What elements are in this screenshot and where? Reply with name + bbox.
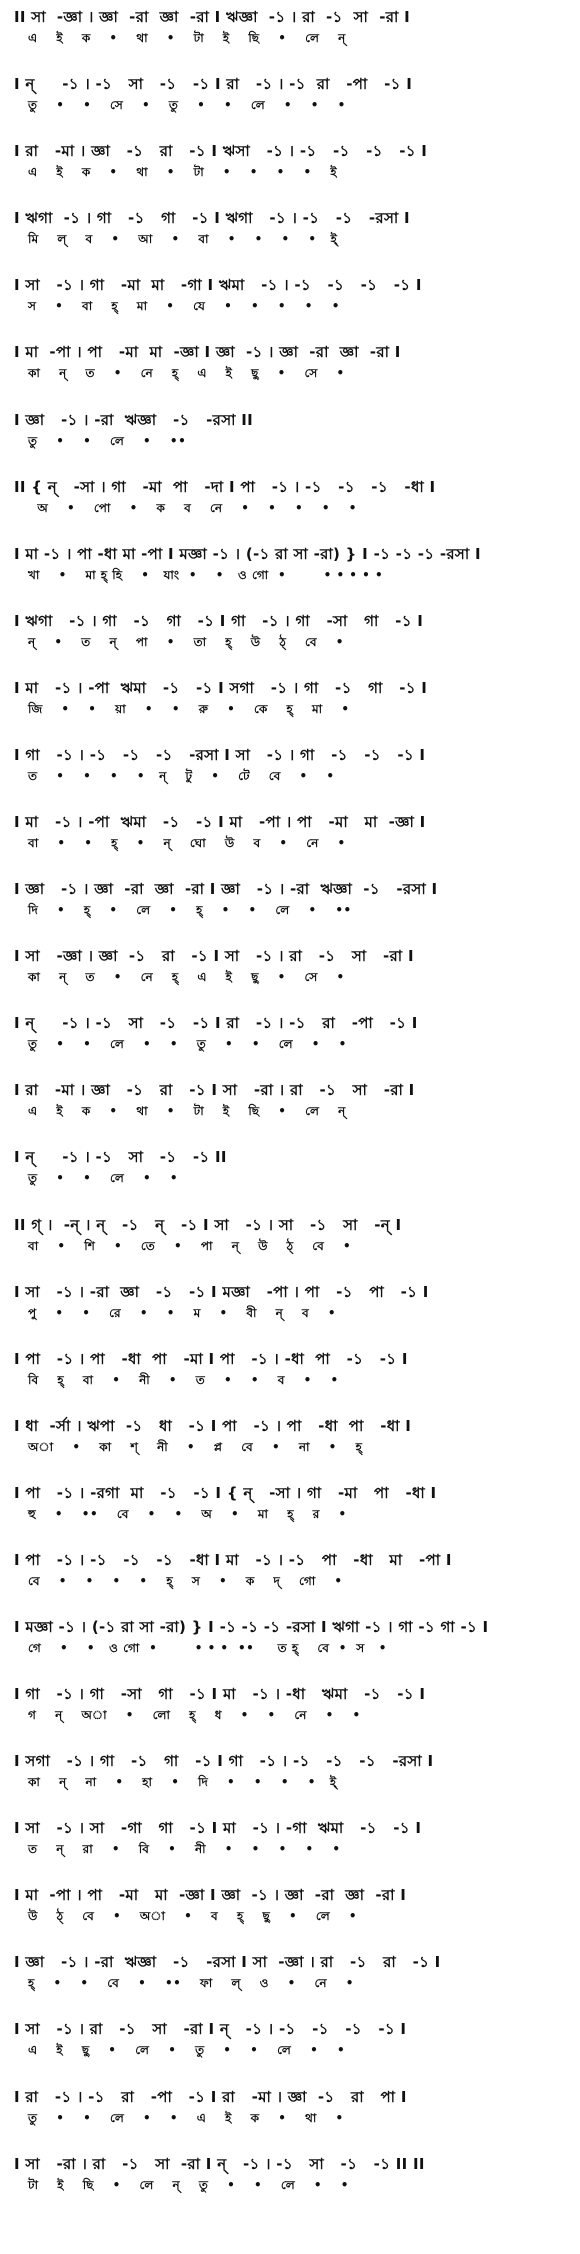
swara-line: I সগা -১ । গা -১ গা -১ I গা -১ । -১ -১ -১ -রসা I <box>14 1752 434 1770</box>
swara-line: I মা -পা । পা -মা মা -জ্ঞা I জ্ঞা -১ । জ্ঞা -রা জ্ঞা -রা I <box>14 343 401 361</box>
lyric-line: তু • • লে • • <box>14 1171 179 1185</box>
swara-line: II { ন্ -সা । গা -মা পা -দা I পা -১ । -১ -১ -১ -ধা I <box>14 478 436 496</box>
lyric-line: তু • • লে • • তু • • লে • • <box>14 1037 347 1051</box>
swara-line: I পা -১ । -১ -১ -১ -ধা I মা -১ । -১ পা -ধা মা -পা I <box>14 1551 452 1569</box>
swara-line: I রা -১ । -১ রা -পা -১ I রা -মা । জ্ঞা -১ রা পা I <box>14 2088 407 2106</box>
lyric-line: গে • • ও গো • • • • •• ত হ্ বে • স • <box>14 1641 387 1655</box>
swara-line: I সা -জ্ঞা । জ্ঞা -১ রা -১ I সা -১ । রা -১ সা -রা I <box>14 947 414 965</box>
swara-line: I রা -মা । জ্ঞা -১ রা -১ I সা -রা । রা -১ সা -রা I <box>14 1081 415 1099</box>
lyric-line: এ ই ক • থা • টা ই ছি • লে ন্ <box>14 1104 346 1118</box>
swara-line: I ন্ -১ । -১ সা -১ -১ I রা -১ । -১ রা -পা -১ I <box>14 75 413 93</box>
swara-line: I জ্ঞা -১ । জ্ঞা -রা জ্ঞা -রা I জ্ঞা -১ । -রা ঋজ্ঞা -১ -রসা I <box>14 880 438 898</box>
lyric-line: কা ন্ ত • নে হ্ এ ই ছু • সে • <box>14 970 345 984</box>
lyric-line: জি • • য়া • • রু • কে হ্ মা • <box>14 702 350 716</box>
swara-line: I ন্ -১ । -১ সা -১ -১ I রা -১ । -১ রা -পা -১ I <box>14 1014 418 1032</box>
swara-line: I মা -১ । -পা ঋমা -১ -১ I সগা -১ । গা -১ গা -১ I <box>14 679 428 697</box>
swara-line: I জ্ঞা -১ । -রা ঋজ্ঞা -১ -রসা II <box>14 411 254 429</box>
lyric-line: তু • • সে • তু • • লে • • • <box>14 98 346 112</box>
lyric-line: তু • • লে • • এ ই ক • থা • <box>14 2111 344 2125</box>
lyric-line: হ্ • • বে • •• ফা ল্ ও • নে • <box>14 1976 354 1990</box>
swara-line: I গা -১ । -১ -১ -১ -রসা I সা -১ । গা -১ -১ -১ I <box>14 746 426 764</box>
lyric-line: অা • কা শ্ নী • প্ল বে • না • হ্ <box>14 1440 363 1454</box>
swara-line: I সা -১ । গা -মা মা -গা I ঋমা -১ । -১ -১ -১ -১ I <box>14 276 422 294</box>
swara-line: I সা -রা । রা -১ সা -রা I ন্ -১ । -১ সা -১ -১ II II <box>14 2155 425 2173</box>
swara-line: I ধা -র্সা । ঋপা -১ ধা -১ I পা -১ । পা -ধা পা -ধা I <box>14 1417 412 1435</box>
lyric-line: তু • • লে • •• <box>14 434 187 448</box>
swara-line: I গা -১ । গা -সা গা -১ I মা -১ । -ধা ঋমা -১ -১ I <box>14 1685 426 1703</box>
lyric-line: স • বা হ্ মা • যে • • • • • <box>14 299 340 313</box>
lyric-line: উ ঠ্ বে • অা • ব হ্ ছু • লে • <box>14 1909 358 1923</box>
swara-line: I মজ্ঞা -১ । (-১ রা সা -রা) } I -১ -১ -১ -রসা I ঋগা -১ । গা -১ গা -১ I <box>14 1618 489 1636</box>
lyric-line: মি ল্ ব • আ • বা • • • • ই্ <box>14 232 338 246</box>
lyric-line: ন্ • ত ন্ পা • তা হ্ উ ঠ্ বে • <box>14 635 344 649</box>
lyric-line: পু • • রে • • ম • বী ন্ ব • <box>14 1306 337 1320</box>
lyric-line: টা ই ছি • লে ন্ তু • • লে • • <box>14 2178 349 2192</box>
swara-line: I ঋগা -১ । গা -১ গা -১ I গা -১ । গা -সা গা -১ I <box>14 612 424 630</box>
swara-line: I মা -১ । পা -ধা মা -পা I মজ্ঞা -১ । (-১ রা সা -রা) } I -১ -১ -১ -রসা I <box>14 545 481 563</box>
swara-line: I মা -১ । -পা ঋমা -১ -১ I মা -পা । পা -মা মা -জ্ঞা I <box>14 813 426 831</box>
lyric-line: ত ন্ রা • বি • নী • • • • • <box>14 1842 341 1856</box>
lyric-line: দি • হ্ • লে • হ্ • • লে • •• <box>14 903 352 917</box>
swara-line: I ন্ -১ । -১ সা -১ -১ II <box>14 1148 227 1166</box>
lyric-line: খা • মা হ্ হি • যাং • • ও গো • • • • • • <box>14 568 384 582</box>
swara-line: I জ্ঞা -১ । -রা ঋজ্ঞা -১ -রসা I সা -জ্ঞা । রা -১ রা -১ I <box>14 1953 441 1971</box>
lyric-line: বা • • হ্ • ন্ ঘো উ ব • নে • <box>14 836 346 850</box>
lyric-line: কা ন্ ত • নে হ্ এ ই ছু • সে • <box>14 366 345 380</box>
lyric-line: হু • •• বে • • অ • মা হ্ র • <box>14 1507 347 1521</box>
lyric-line: বি হ্ বা • নী • ত • • ব • • <box>14 1373 339 1387</box>
lyric-line: ত • • • • ন্ টু • টে বে • • <box>14 769 335 783</box>
lyric-line: এ ই ছু • লে • তু • • লে • • <box>14 2043 346 2057</box>
lyric-line: এ ই ক • থা • টা ই ছি • লে ন্ <box>14 31 346 45</box>
swara-line: I সা -১ । -রা জ্ঞা -১ -১ I মজ্ঞা -পা । পা -১ পা -১ I <box>14 1283 429 1301</box>
swara-line: I পা -১ । -রগা মা -১ -১ I { ন্ -সা । গা -মা পা -ধা I <box>14 1484 437 1502</box>
lyric-line: কা ন্ না • হা • দি • • • • ই্ <box>14 1775 337 1789</box>
lyric-line: এ ই ক • থা • টা • • • • ই <box>14 165 338 179</box>
lyric-line: গ ন্ অা • লো হ্ ধ • • নে • • <box>14 1708 361 1722</box>
swara-line: II গ্ । -ন্ । ন্ -১ ন্ -১ I সা -১ । সা -১ সা -ন্ I <box>14 1216 402 1234</box>
swara-line: I ঋগা -১ । গা -১ গা -১ I ঋগা -১ । -১ -১ -রসা I <box>14 209 410 227</box>
swara-line: I সা -১ । সা -গা গা -১ I মা -১ । -গা ঋমা -১ -১ I <box>14 1819 422 1837</box>
swara-line: II সা -জ্ঞা । জ্ঞা -রা জ্ঞা -রা I ঋজ্ঞা -১ । রা -১ সা -রা I <box>14 8 411 26</box>
lyric-line: বা • শি • তে • পা ন্ উ ঠ্ বে • <box>14 1239 352 1253</box>
swara-line: I পা -১ । পা -ধা পা -মা I পা -১ । -ধা পা -১ -১ I <box>14 1350 408 1368</box>
lyric-line: অ • পো • ক ব নে • • • • • <box>14 501 357 515</box>
swara-line: I মা -পা । পা -মা মা -জ্ঞা I জ্ঞা -১ । জ্ঞা -রা জ্ঞা -রা I <box>14 1886 407 1904</box>
swara-line: I রা -মা । জ্ঞা -১ রা -১ I ঋসা -১ । -১ -১ -১ -১ I <box>14 142 428 160</box>
swara-line: I সা -১ । রা -১ সা -রা I ন্ -১ । -১ -১ -১ -১ I <box>14 2020 407 2038</box>
lyric-line: বে • • • • হ্ স • ক দ্ গো • <box>14 1574 343 1588</box>
